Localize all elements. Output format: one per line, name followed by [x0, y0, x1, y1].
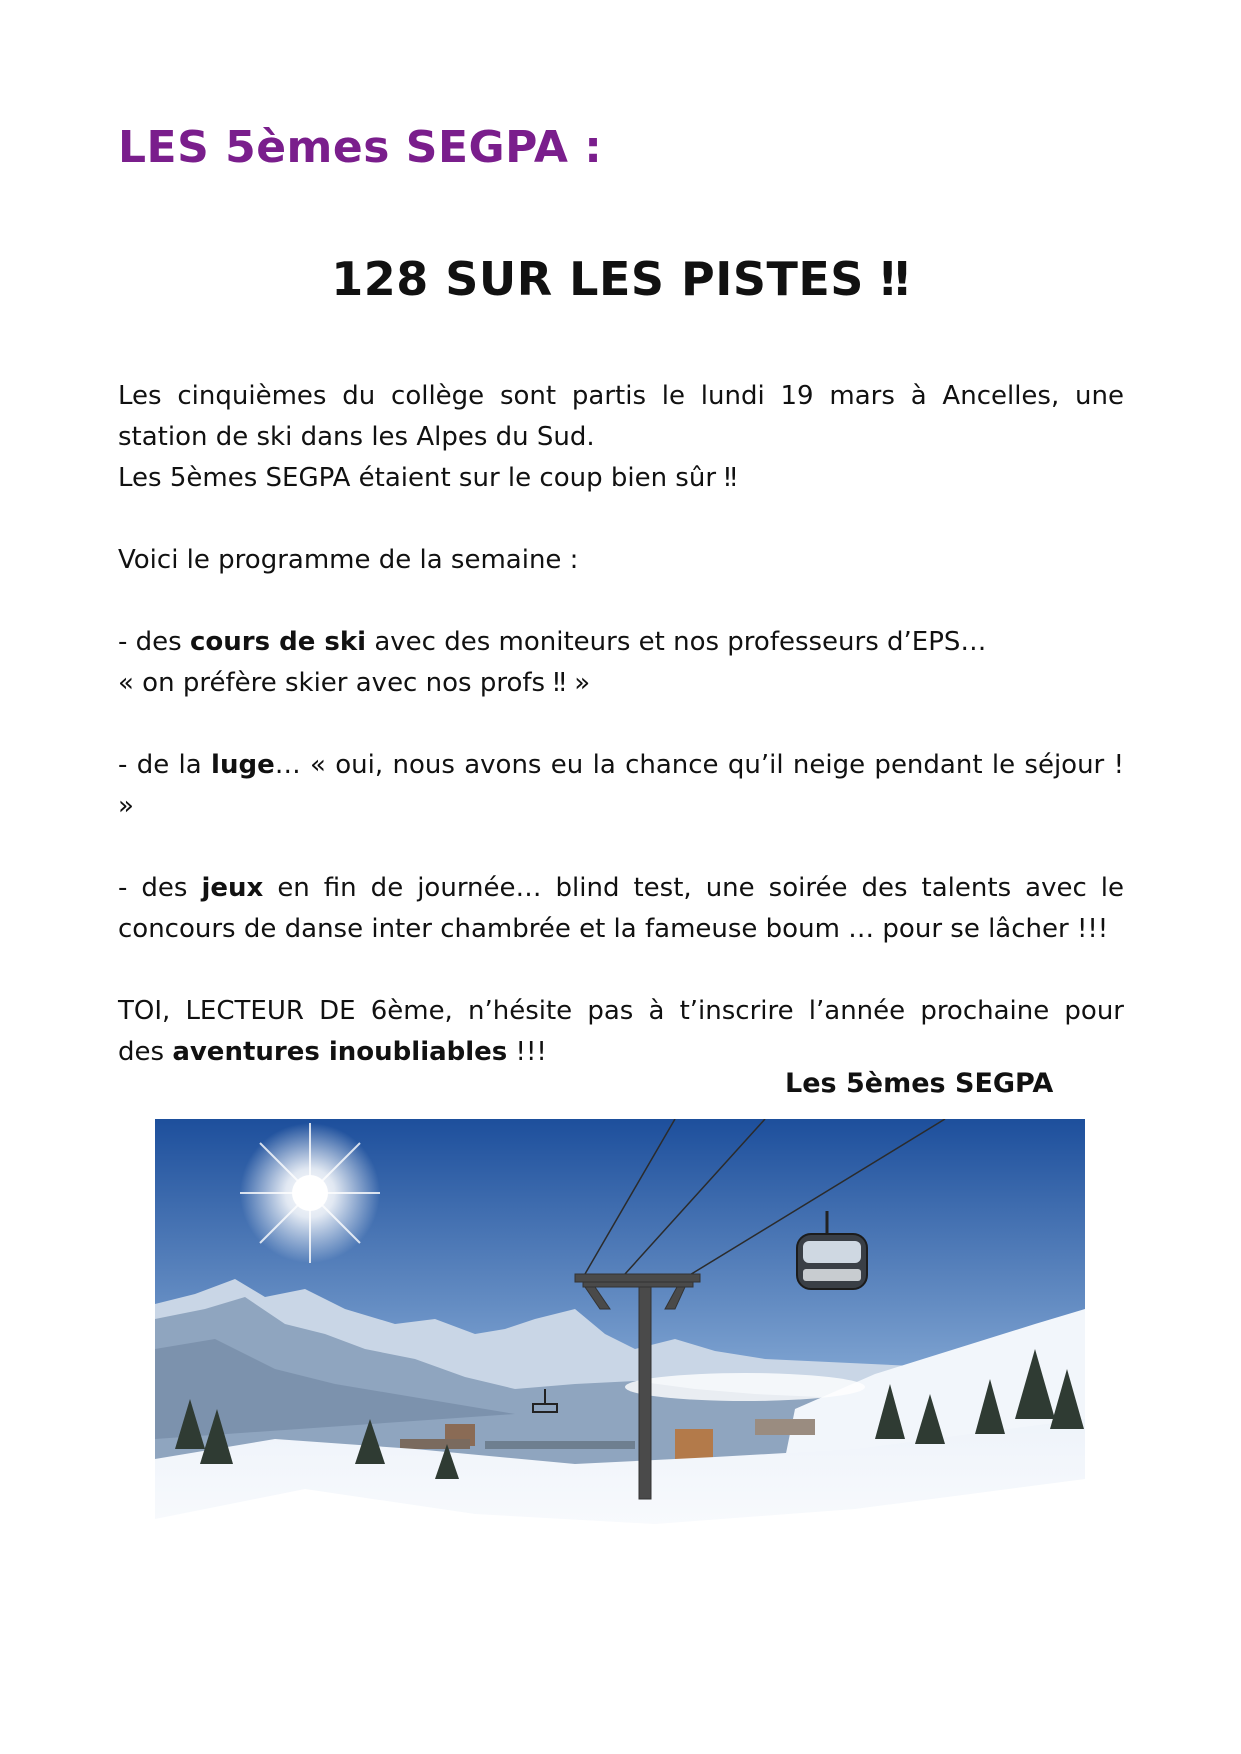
call-line-2 — [118, 1032, 1124, 1073]
article-body — [118, 376, 1124, 1114]
program-item-ski — [118, 622, 1124, 704]
call-prefix: des — [118, 1037, 173, 1067]
call-to-action — [118, 991, 1124, 1073]
ski-bold: cours de ski — [189, 627, 367, 657]
program-item-luge — [118, 745, 1124, 827]
sun-icon — [240, 1123, 380, 1263]
ski-line — [118, 622, 1124, 663]
luge-bold: luge — [211, 750, 275, 780]
program-intro-text: Voici le programme de la semaine : — [118, 545, 579, 575]
intro-line-3: Les 5èmes SEGPA étaient sur le coup bien sûr ‼ — [118, 463, 737, 493]
intro-line-2: station de ski dans les Alpes du Sud. — [118, 422, 595, 452]
program-item-jeux — [118, 868, 1124, 950]
intro-paragraph — [118, 376, 1124, 499]
page-title: 128 SUR LES PISTES ‼ — [331, 252, 910, 306]
jeux-line-2: concours de danse inter chambrée et la fameuse boum … pour se lâcher !!! — [118, 914, 1109, 944]
jeux-prefix: - des — [118, 873, 202, 903]
luge-suffix: … « oui, nous avons eu la chance qu’il neige pendant le séjour ! » — [118, 750, 1124, 821]
ski-quote: « on préfère skier avec nos profs ‼ » — [118, 668, 591, 698]
jeux-line-1 — [118, 868, 1124, 909]
jeux-bold: jeux — [201, 873, 264, 903]
jeux-suffix: en fin de journée… blind test, une soirée des talents avec le — [263, 873, 1124, 903]
call-line-1: TOI, LECTEUR DE 6ème, n’hésite pas à t’inscrire l’année prochaine pour — [118, 996, 1124, 1026]
ski-prefix: - des — [118, 627, 190, 657]
call-suffix: !!! — [507, 1037, 547, 1067]
page-header: LES 5èmes SEGPA : — [118, 122, 603, 173]
call-bold: aventures inoubliables — [172, 1037, 508, 1067]
ski-resort-photo — [155, 1119, 1085, 1606]
signature: Les 5èmes SEGPA — [785, 1068, 1054, 1099]
luge-line — [118, 745, 1124, 827]
program-intro — [118, 540, 1124, 581]
ski-suffix: avec des moniteurs et nos professeurs d’EPS… — [366, 627, 987, 657]
intro-line-1: Les cinquièmes du collège sont partis le lundi 19 mars à Ancelles, une — [118, 381, 1124, 411]
luge-prefix: - de la — [118, 750, 212, 780]
